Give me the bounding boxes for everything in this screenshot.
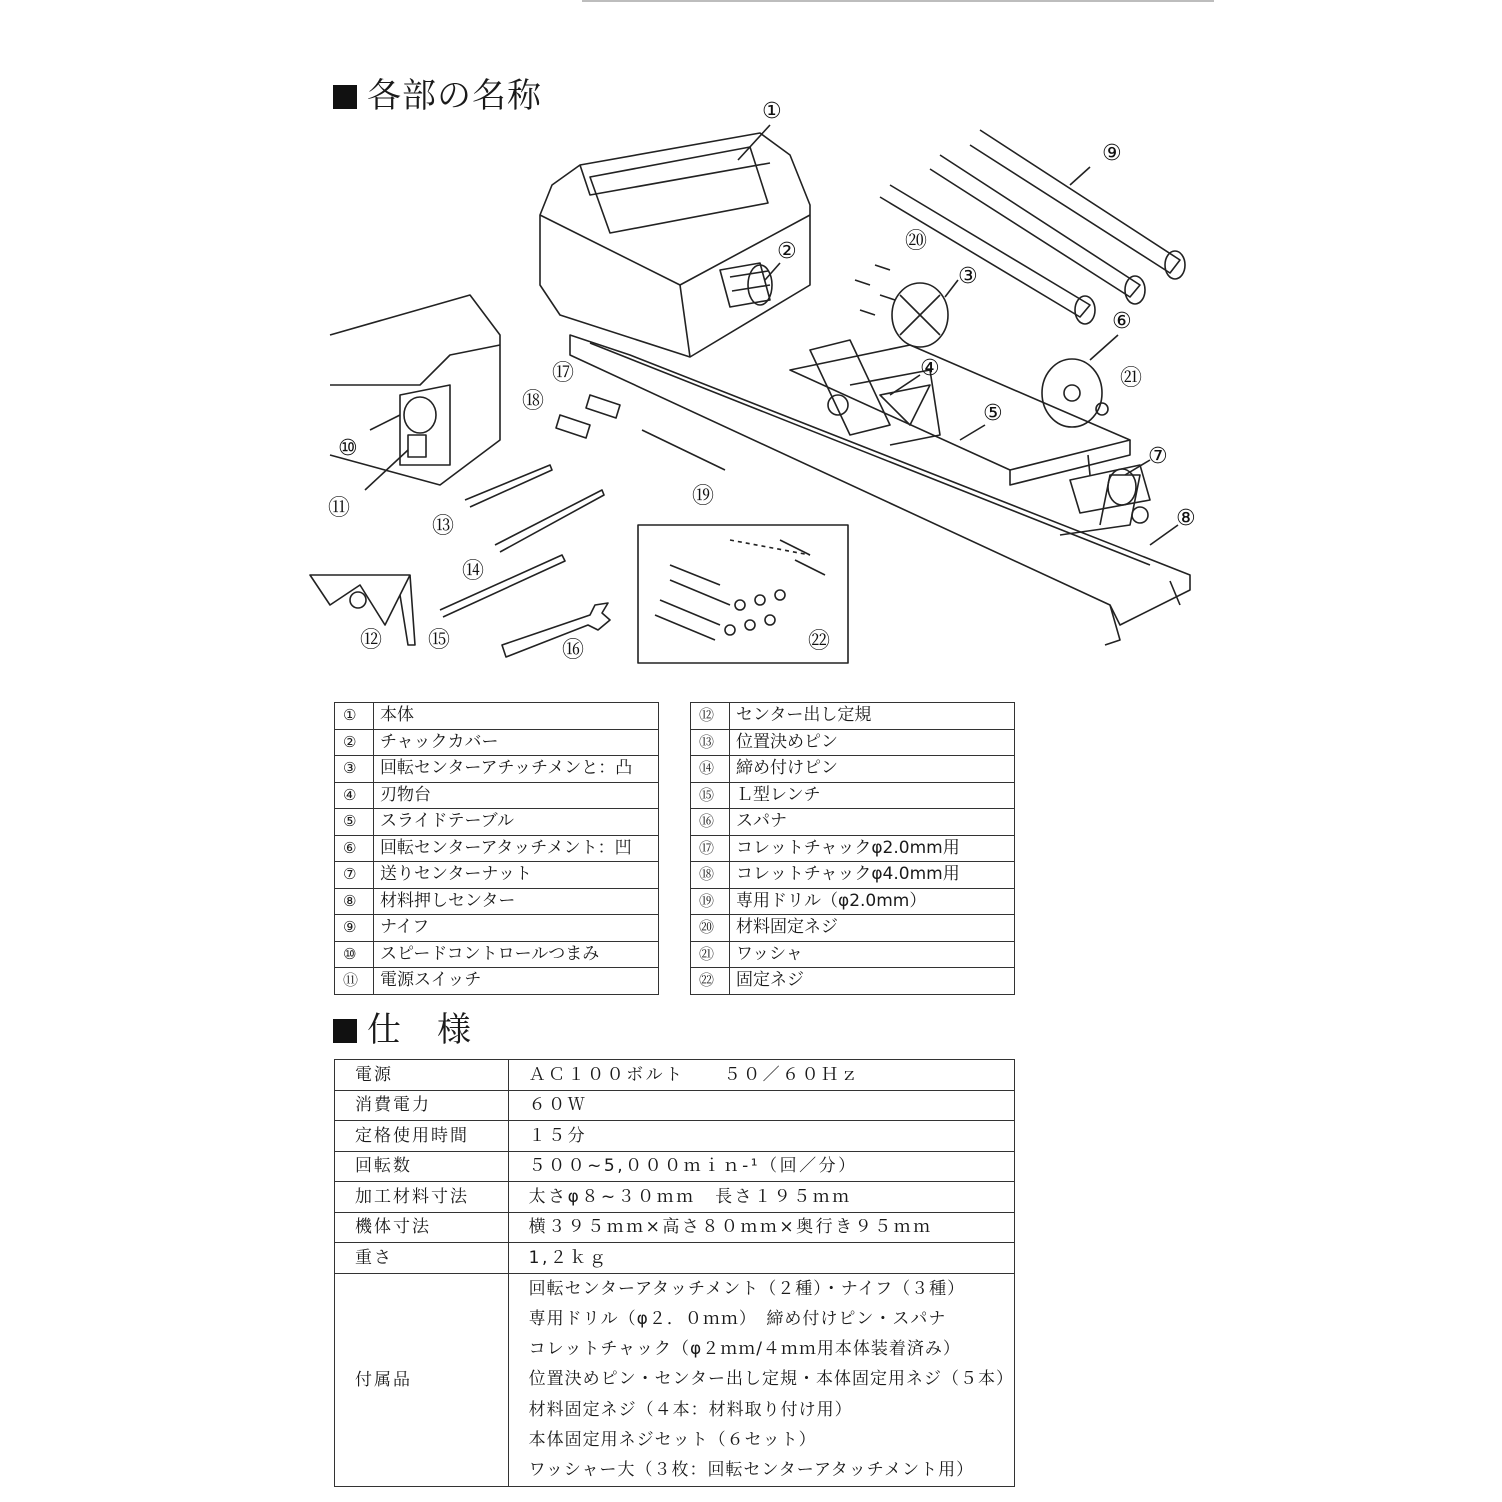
parts-table-right bbox=[690, 702, 1015, 995]
spec-value: ＡＣ１００ボルト ５０／６０Ｈｚ bbox=[508, 1060, 1014, 1091]
table-row bbox=[691, 941, 1015, 968]
spec-section-heading bbox=[333, 1010, 472, 1050]
table-row bbox=[335, 1090, 1015, 1121]
part-name: 本体 bbox=[374, 703, 659, 730]
part-name: Ｌ型レンチ bbox=[730, 782, 1015, 809]
accessory-item: 位置決めピン・センター出し定規・本体固定用ネジ（５本） bbox=[528, 1369, 1014, 1390]
parts-table-left bbox=[334, 702, 659, 995]
accessory-item: 材料固定ネジ（４本：材料取り付け用） bbox=[528, 1399, 853, 1420]
label-22: ㉒ bbox=[808, 629, 831, 654]
part-name: 材料押しセンター bbox=[374, 888, 659, 915]
label-1: ① bbox=[762, 99, 782, 124]
part-number: ㉒ bbox=[691, 968, 730, 995]
table-row bbox=[335, 835, 659, 862]
spec-key: 回転数 bbox=[335, 1151, 509, 1182]
table-row bbox=[335, 703, 659, 730]
table-row bbox=[691, 915, 1015, 942]
part-name: センター出し定規 bbox=[730, 703, 1015, 730]
part-number: ⑥ bbox=[335, 835, 374, 862]
part-name: 材料固定ネジ bbox=[730, 915, 1015, 942]
part-name: 位置決めピン bbox=[730, 729, 1015, 756]
label-10: ⑩ bbox=[338, 436, 358, 461]
spec-value: １５分 bbox=[508, 1121, 1014, 1152]
table-row bbox=[691, 809, 1015, 836]
part-name: ワッシャ bbox=[730, 941, 1015, 968]
accessory-item: コレットチャック（φ２ｍｍ/４ｍｍ用本体装着済み） bbox=[528, 1339, 961, 1360]
label-6: ⑥ bbox=[1112, 309, 1132, 334]
label-7: ⑦ bbox=[1148, 444, 1168, 469]
accessory-item: 本体固定用ネジセット（６セット） bbox=[528, 1429, 817, 1450]
table-row bbox=[335, 1273, 1015, 1486]
label-5: ⑤ bbox=[983, 401, 1003, 426]
part-name: 回転センターアタッチメント：凹 bbox=[374, 835, 659, 862]
part-number: ⑧ bbox=[335, 888, 374, 915]
spec-key: 消費電力 bbox=[335, 1090, 509, 1121]
label-18: ⑱ bbox=[522, 389, 545, 414]
spec-table bbox=[334, 1059, 1015, 1487]
table-row bbox=[335, 1060, 1015, 1091]
part-name: 回転センターアチッチメンと：凸 bbox=[374, 756, 659, 783]
table-row bbox=[335, 729, 659, 756]
parts-section-title: 各部の名称 bbox=[367, 76, 542, 116]
accessory-item: 専用ドリル（φ２．０ｍｍ） 締め付けピン・スパナ bbox=[528, 1308, 947, 1329]
label-12: ⑫ bbox=[360, 628, 383, 653]
part-number: ⑫ bbox=[691, 703, 730, 730]
label-17: ⑰ bbox=[552, 361, 575, 386]
part-name: スパナ bbox=[730, 809, 1015, 836]
accessories-list bbox=[508, 1273, 1014, 1486]
table-row bbox=[335, 941, 659, 968]
accessory-item: ワッシャー大（３枚：回転センターアタッチメント用） bbox=[528, 1460, 975, 1481]
table-row bbox=[335, 862, 659, 889]
accessories-key: 付属品 bbox=[335, 1273, 509, 1486]
spec-section-title: 仕 様 bbox=[367, 1010, 472, 1050]
part-number: ⑩ bbox=[335, 941, 374, 968]
part-name: コレットチャックφ2.0mm用 bbox=[730, 835, 1015, 862]
label-16: ⑯ bbox=[562, 638, 585, 663]
part-number: ① bbox=[335, 703, 374, 730]
table-row bbox=[335, 1182, 1015, 1213]
part-number: ⑯ bbox=[691, 809, 730, 836]
part-number: ② bbox=[335, 729, 374, 756]
square-bullet-icon bbox=[333, 1019, 357, 1043]
label-2: ② bbox=[777, 239, 797, 264]
part-name: 刃物台 bbox=[374, 782, 659, 809]
part-name: ナイフ bbox=[374, 915, 659, 942]
part-number: ㉑ bbox=[691, 941, 730, 968]
spec-key: 電源 bbox=[335, 1060, 509, 1091]
label-8: ⑧ bbox=[1176, 506, 1196, 531]
table-row bbox=[691, 756, 1015, 783]
label-19: ⑲ bbox=[692, 484, 715, 509]
part-name: 締め付けピン bbox=[730, 756, 1015, 783]
table-row bbox=[691, 729, 1015, 756]
lathe-parts-diagram bbox=[290, 85, 1220, 685]
table-row bbox=[335, 809, 659, 836]
part-name: スライドテーブル bbox=[374, 809, 659, 836]
part-number: ⑤ bbox=[335, 809, 374, 836]
spec-value: 1,２ｋｇ bbox=[508, 1243, 1014, 1274]
part-number: ⑬ bbox=[691, 729, 730, 756]
label-21: ㉑ bbox=[1120, 366, 1143, 391]
part-number: ④ bbox=[335, 782, 374, 809]
spec-value: 太さφ８~３０ｍｍ 長さ１９５ｍｍ bbox=[508, 1182, 1014, 1213]
label-4: ④ bbox=[920, 356, 940, 381]
part-number: ③ bbox=[335, 756, 374, 783]
accessory-item: 回転センターアタッチメント（２種）・ナイフ（３種） bbox=[528, 1278, 966, 1299]
table-row bbox=[335, 756, 659, 783]
part-number: ⑲ bbox=[691, 888, 730, 915]
part-number: ⑭ bbox=[691, 756, 730, 783]
part-name: 固定ネジ bbox=[730, 968, 1015, 995]
table-row bbox=[335, 1121, 1015, 1152]
table-row bbox=[691, 782, 1015, 809]
label-14: ⑭ bbox=[462, 559, 485, 584]
spec-key: 加工材料寸法 bbox=[335, 1182, 509, 1213]
label-15: ⑮ bbox=[428, 628, 451, 653]
table-row bbox=[335, 915, 659, 942]
table-row bbox=[335, 1243, 1015, 1274]
label-11: ⑪ bbox=[328, 496, 351, 521]
table-row bbox=[335, 1151, 1015, 1182]
part-name: 送りセンターナット bbox=[374, 862, 659, 889]
part-number: ⑨ bbox=[335, 915, 374, 942]
spec-key: 定格使用時間 bbox=[335, 1121, 509, 1152]
label-20: ⑳ bbox=[905, 229, 928, 254]
table-row bbox=[691, 968, 1015, 995]
part-name: コレットチャックφ4.0mm用 bbox=[730, 862, 1015, 889]
table-row bbox=[335, 1212, 1015, 1243]
table-row bbox=[691, 703, 1015, 730]
part-name: スピードコントロールつまみ bbox=[374, 941, 659, 968]
top-divider bbox=[582, 0, 1214, 2]
label-3: ③ bbox=[958, 264, 978, 289]
part-number: ⑳ bbox=[691, 915, 730, 942]
part-number: ⑪ bbox=[335, 968, 374, 995]
table-row bbox=[335, 968, 659, 995]
table-row bbox=[691, 835, 1015, 862]
spec-value: ５００~5,０００ｍｉｎ-¹（回／分） bbox=[508, 1151, 1014, 1182]
part-name: 専用ドリル（φ2.0mm） bbox=[730, 888, 1015, 915]
spec-key: 重さ bbox=[335, 1243, 509, 1274]
part-number: ⑰ bbox=[691, 835, 730, 862]
part-name: 電源スイッチ bbox=[374, 968, 659, 995]
spec-value: ６０Ｗ bbox=[508, 1090, 1014, 1121]
part-number: ⑱ bbox=[691, 862, 730, 889]
part-name: チャックカバー bbox=[374, 729, 659, 756]
spec-key: 機体寸法 bbox=[335, 1212, 509, 1243]
table-row bbox=[691, 862, 1015, 889]
table-row bbox=[335, 782, 659, 809]
table-row bbox=[335, 888, 659, 915]
label-9: ⑨ bbox=[1102, 141, 1122, 166]
table-row bbox=[691, 888, 1015, 915]
spec-value: 横３９５ｍｍ×高さ８０ｍｍ×奥行き９５ｍｍ bbox=[508, 1212, 1014, 1243]
part-number: ⑦ bbox=[335, 862, 374, 889]
label-13: ⑬ bbox=[432, 514, 455, 539]
part-number: ⑮ bbox=[691, 782, 730, 809]
